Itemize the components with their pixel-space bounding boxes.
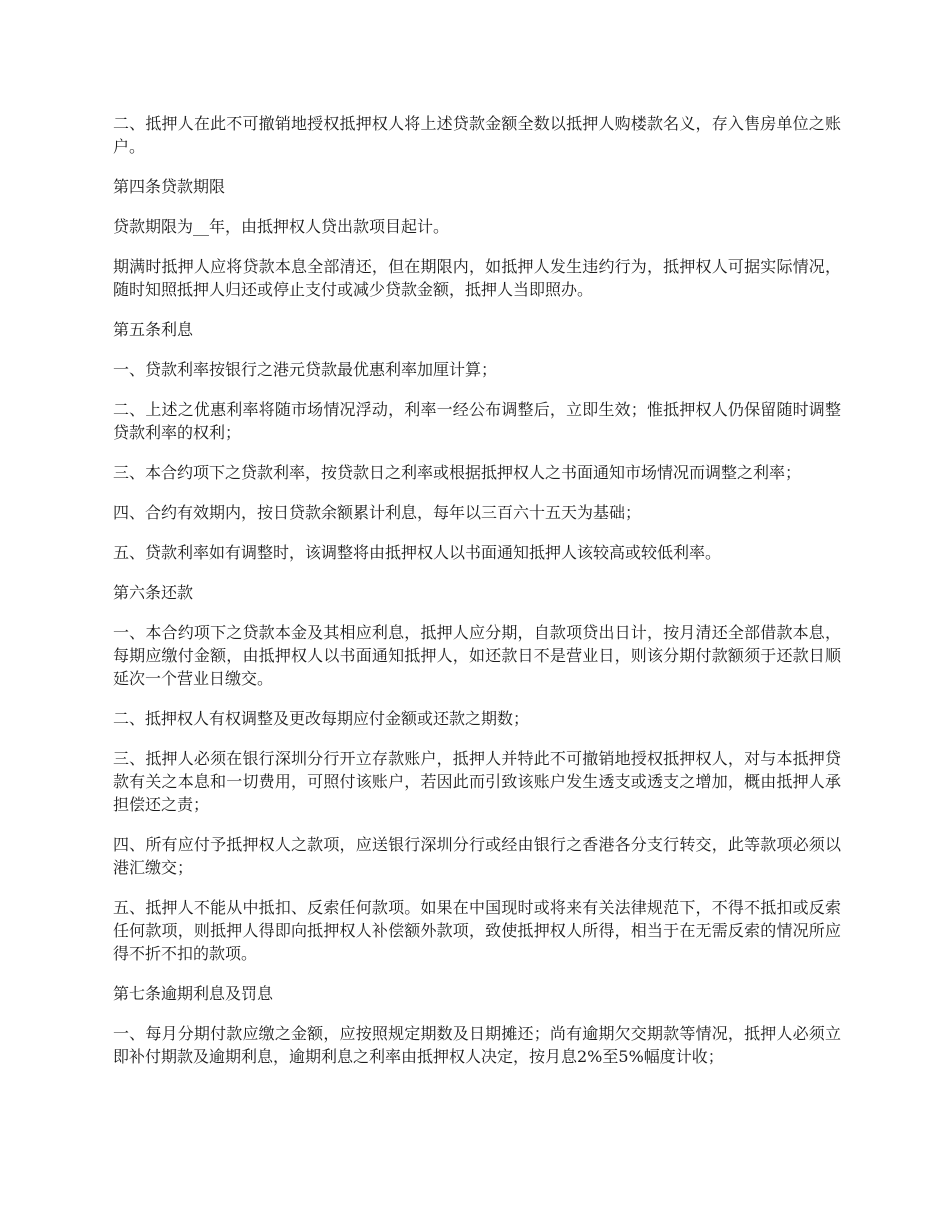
paragraph-overdue-item1: 一、每月分期付款应缴之金额，应按照规定期数及日期摊还；尚有逾期欠交期款等情况，抵押人必须立即补付期款及逾期利息，逾期利息之利率由抵押权人决定，按月息2%至5%幅度计收； xyxy=(113,1024,841,1066)
paragraph-repayment-item4: 四、所有应付予抵押权人之款项，应送银行深圳分行或经由银行之香港各分支行转交，此等款项必须以港汇缴交； xyxy=(113,835,841,877)
paragraph-repayment-item3: 三、抵押人必须在银行深圳分行开立存款账户，抵押人并特此不可撤销地授权抵押权人，对与本抵押贷款有关之本息和一切费用，可照付该账户，若因此而引致该账户发生透支或透支之增加，概由抵押人承担偿还之责； xyxy=(113,749,841,814)
paragraph-interest-item2: 二、上述之优惠利率将随市场情况浮动，利率一经公布调整后，立即生效；惟抵押权人仍保留随时调整贷款利率的权利； xyxy=(113,400,841,442)
paragraph-repayment-item1: 一、本合约项下之贷款本金及其相应利息，抵押人应分期，自款项贷出日计，按月清还全部借款本息，每期应缴付金额，由抵押权人以书面通知抵押人，如还款日不是营业日，则该分期付款额须于还款日顺延次一个营业日缴交。 xyxy=(113,623,841,688)
heading-article5-interest: 第五条利息 xyxy=(113,320,194,339)
paragraph-maturity: 期满时抵押人应将贷款本息全部清还，但在期限内，如抵押人发生违约行为，抵押权人可据实际情况，随时知照抵押人归还或停止支付或减少贷款金额，抵押人当即照办。 xyxy=(113,257,841,299)
paragraph-repayment-item5: 五、抵押人不能从中抵扣、反索任何款项。如果在中国现时或将来有关法律规范下，不得不抵扣或反索任何款项，则抵押人得即向抵押权人补偿额外款项，致使抵押权人所得，相当于在无需反索的情况所应得不折不扣的款项。 xyxy=(113,898,841,963)
paragraph-interest-item1: 一、贷款利率按银行之港元贷款最优惠利率加厘计算； xyxy=(113,360,498,379)
paragraph-interest-item3: 三、本合约项下之贷款利率，按贷款日之利率或根据抵押权人之书面通知市场情况而调整之利率； xyxy=(113,463,802,482)
paragraph-repayment-item2: 二、抵押权人有权调整及更改每期应付金额或还款之期数； xyxy=(113,709,530,728)
paragraph-interest-item4: 四、合约有效期内，按日贷款余额累计利息，每年以三百六十五天为基础； xyxy=(113,503,642,522)
heading-article4-loan-term: 第四条贷款期限 xyxy=(113,177,226,196)
heading-article7-overdue-interest: 第七条逾期利息及罚息 xyxy=(113,984,274,1003)
document-page xyxy=(113,112,841,1085)
heading-article6-repayment: 第六条还款 xyxy=(113,583,194,602)
paragraph-clause3-item2: 二、抵押人在此不可撤销地授权抵押权人将上述贷款金额全数以抵押人购楼款名义，存入售房单位之账户。 xyxy=(113,114,841,156)
paragraph-interest-item5: 五、贷款利率如有调整时，该调整将由抵押权人以书面通知抵押人该较高或较低利率。 xyxy=(113,543,722,562)
paragraph-loan-term: 贷款期限为__年，由抵押权人贷出款项目起计。 xyxy=(113,217,450,236)
